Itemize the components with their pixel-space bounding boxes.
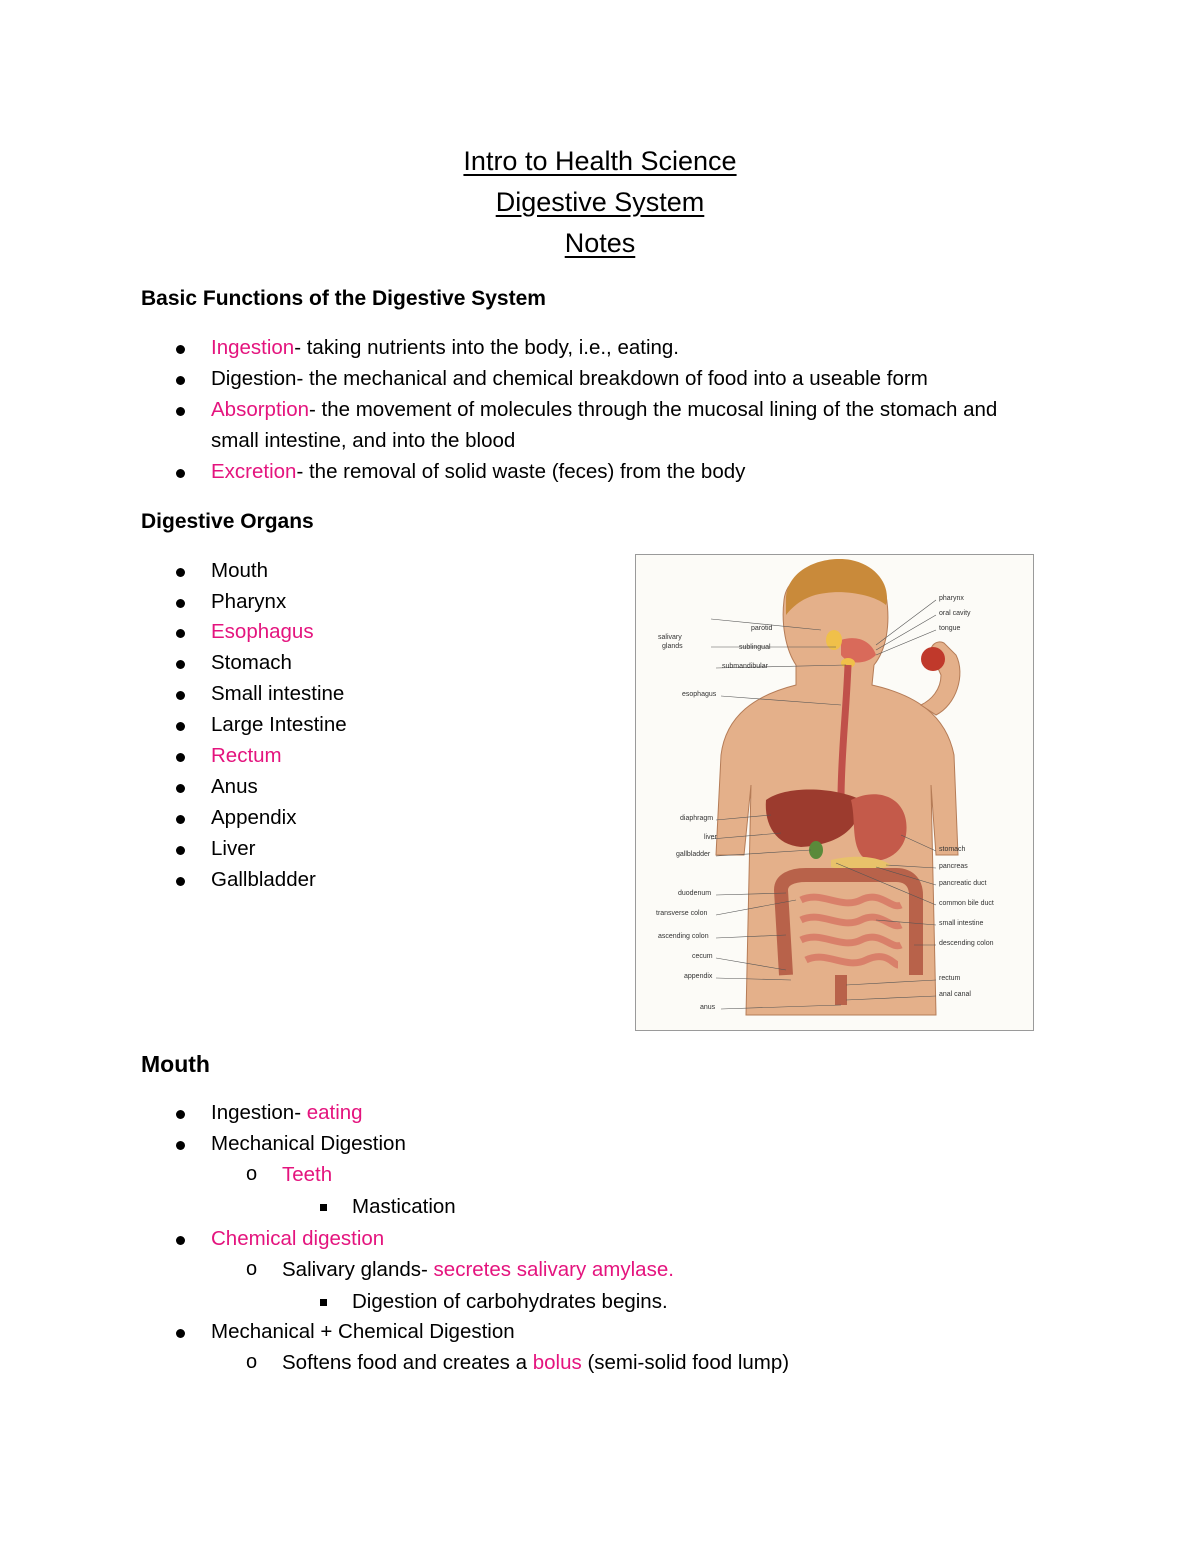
diagram-label: submandibular xyxy=(722,663,768,670)
bullet xyxy=(176,660,185,669)
diagram-label: transverse colon xyxy=(656,910,708,917)
diagram-label: rectum xyxy=(939,975,961,982)
diagram-label: anal canal xyxy=(939,991,971,998)
mouth-subsubitem-mastication: Mastication xyxy=(352,1195,456,1218)
diagram-label: salivary xyxy=(658,634,682,641)
diagram-label: sublingual xyxy=(739,644,771,651)
diagram-label: appendix xyxy=(684,973,713,980)
sub-bullet: o xyxy=(246,1258,258,1280)
diagram-label: glands xyxy=(662,643,683,650)
diagram-label: small intestine xyxy=(939,920,984,927)
diagram-label: parotid xyxy=(751,625,773,632)
sub-bullet: o xyxy=(246,1351,258,1373)
bullet xyxy=(176,629,185,638)
bullet xyxy=(176,469,185,478)
mouth-item-mechanical-chemical: Mechanical + Chemical Digestion xyxy=(211,1320,515,1343)
bullet xyxy=(176,407,185,416)
bullet xyxy=(176,376,185,385)
diagram-label: pancreas xyxy=(939,863,968,870)
diagram-label: pancreatic duct xyxy=(939,880,987,887)
mouth-subitem-teeth: Teeth xyxy=(282,1163,333,1186)
diagram-label: tongue xyxy=(939,625,961,632)
bullet xyxy=(176,722,185,731)
diagram-label: ascending colon xyxy=(658,933,709,940)
section-heading-mouth: Mouth xyxy=(141,1051,210,1077)
bullet xyxy=(176,784,185,793)
diagram-label: liver xyxy=(704,834,717,841)
diagram-label: pharynx xyxy=(939,595,964,602)
organ-item-anus: Anus xyxy=(211,775,258,798)
diagram-label: oral cavity xyxy=(939,610,971,617)
bullet xyxy=(176,1236,185,1245)
organ-item-esophagus: Esophagus xyxy=(211,620,314,643)
organ-item-mouth: Mouth xyxy=(211,559,268,582)
bullet xyxy=(176,815,185,824)
diagram-label: gallbladder xyxy=(676,851,711,858)
digestive-system-diagram xyxy=(635,554,1034,1031)
section-heading-digestive-organs: Digestive Organs xyxy=(141,510,314,533)
sub-bullet: o xyxy=(246,1163,258,1185)
organ-item-gallbladder: Gallbladder xyxy=(211,868,316,891)
list-item-digestion: Digestion- the mechanical and chemical breakdown of food into a useable form xyxy=(211,367,928,390)
bullet xyxy=(176,1110,185,1119)
bullet xyxy=(176,599,185,608)
diagram-label: common bile duct xyxy=(939,900,994,907)
diagram-label: esophagus xyxy=(682,691,717,698)
sub-sub-bullet xyxy=(320,1299,327,1306)
organ-item-liver: Liver xyxy=(211,837,256,860)
list-item-absorption-cont: small intestine, and into the blood xyxy=(211,429,516,452)
doc-title-line1: Intro to Health Science xyxy=(463,146,737,176)
list-item-absorption: Absorption- the movement of molecules through the mucosal lining of the stomach and xyxy=(211,398,998,421)
bullet xyxy=(176,877,185,886)
diagram-label: duodenum xyxy=(678,890,712,897)
doc-title-line3: Notes xyxy=(564,228,636,258)
bullet xyxy=(176,1329,185,1338)
bullet xyxy=(176,691,185,700)
organ-item-stomach: Stomach xyxy=(211,651,292,674)
organ-item-rectum: Rectum xyxy=(211,744,282,767)
bullet xyxy=(176,345,185,354)
mouth-subsubitem-carbohydrates: Digestion of carbohydrates begins. xyxy=(352,1290,668,1313)
mouth-item-mechanical-digestion: Mechanical Digestion xyxy=(211,1132,406,1155)
mouth-item-ingestion: Ingestion- eating xyxy=(211,1101,363,1124)
mouth-item-chemical-digestion: Chemical digestion xyxy=(211,1227,385,1250)
diagram-label: cecum xyxy=(692,953,713,960)
diagram-label: stomach xyxy=(939,846,966,853)
organ-item-pharynx: Pharynx xyxy=(211,590,287,613)
bullet xyxy=(176,753,185,762)
bullet xyxy=(176,568,185,577)
section-heading-basic-functions: Basic Functions of the Digestive System xyxy=(141,287,546,310)
mouth-subitem-bolus: Softens food and creates a bolus (semi-solid food lump) xyxy=(282,1351,790,1374)
organ-item-large-intestine: Large Intestine xyxy=(211,713,347,736)
organ-item-appendix: Appendix xyxy=(211,806,297,829)
diagram-label: descending colon xyxy=(939,940,994,947)
diagram-label: anus xyxy=(700,1004,716,1011)
sub-sub-bullet xyxy=(320,1204,327,1211)
bullet xyxy=(176,846,185,855)
list-item-ingestion: Ingestion- taking nutrients into the body, i.e., eating. xyxy=(211,336,679,359)
mouth-subitem-salivary-glands: Salivary glands- secretes salivary amylase. xyxy=(282,1258,674,1281)
diagram-label: diaphragm xyxy=(680,815,714,822)
list-item-excretion: Excretion- the removal of solid waste (feces) from the body xyxy=(211,460,746,483)
organ-item-small-intestine: Small intestine xyxy=(211,682,345,705)
doc-title-line2: Digestive System xyxy=(495,187,705,217)
bullet xyxy=(176,1141,185,1150)
